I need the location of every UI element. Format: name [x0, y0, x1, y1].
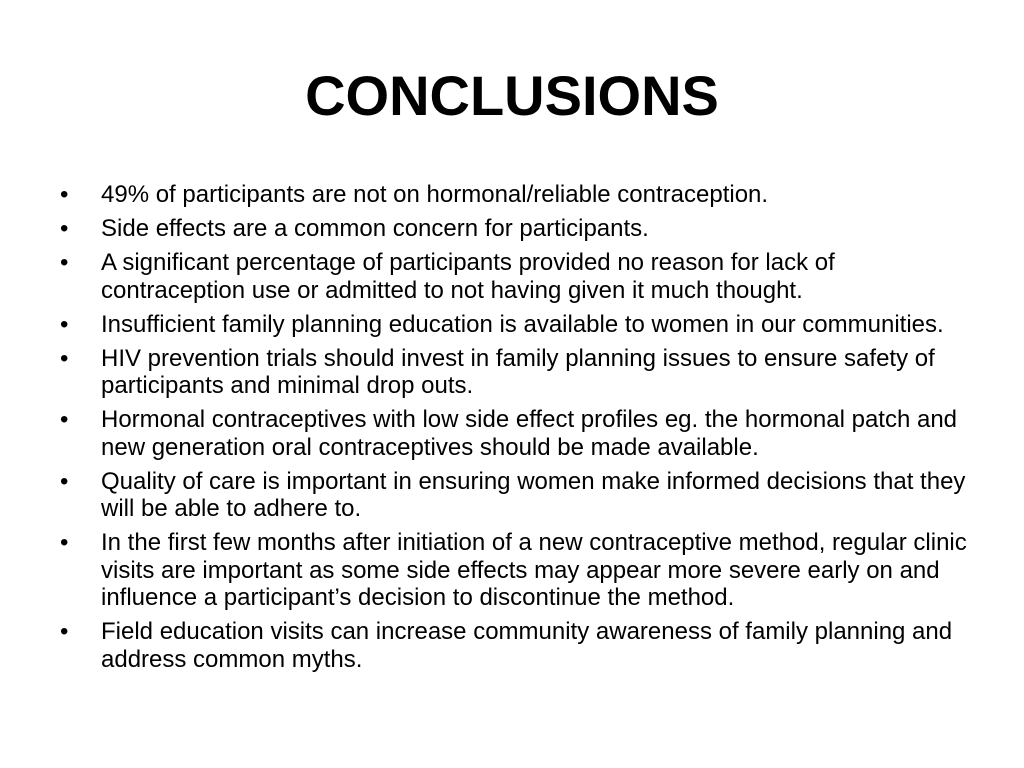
bullet-item — [60, 181, 980, 209]
bullet-text: Side effects are a common concern for participants. — [101, 215, 649, 242]
bullet-item — [60, 215, 980, 243]
bullet-item — [60, 618, 980, 673]
bullet-text: A significant percentage of participants provided no reason for lack of contraception use or admitted to not having given it much thought. — [101, 249, 835, 304]
bullet-icon: • — [60, 310, 69, 338]
bullet-item — [60, 529, 980, 612]
bullet-item — [60, 345, 980, 400]
bullet-text: Field education visits can increase community awareness of family planning and address common myths. — [101, 618, 953, 673]
bullet-item — [60, 249, 980, 304]
bullet-text: In the first few months after initiation of a new contraceptive method, regular clinic visits are important as some side effects may appear more severe early on and influence a participant’s decision to discontinue the method. — [101, 529, 967, 611]
bullet-text: 49% of participants are not on hormonal/reliable contraception. — [101, 181, 769, 208]
bullet-text: Insufficient family planning education is available to women in our communities. — [101, 310, 944, 338]
bullet-text: Quality of care is important in ensuring women make informed decisions that they will be able to adhere to. — [101, 467, 966, 522]
bullet-icon: • — [60, 249, 69, 276]
bullet-icon: • — [60, 215, 69, 242]
bullet-icon: • — [60, 618, 69, 645]
bullet-item — [60, 468, 980, 523]
bullet-icon: • — [60, 529, 69, 556]
bullet-text: HIV prevention trials should invest in family planning issues to ensure safety of participants and minimal drop outs. — [101, 344, 935, 399]
bullet-icon: • — [60, 467, 69, 495]
slide-title: CONCLUSIONS — [305, 64, 719, 127]
bullet-text: Hormonal contraceptives with low side effect profiles eg. the hormonal patch and new generation oral contraceptives should be made available. — [101, 406, 958, 461]
bullet-list — [60, 181, 980, 680]
bullet-icon: • — [60, 181, 69, 208]
bullet-icon: • — [60, 406, 69, 433]
bullet-icon: • — [60, 344, 69, 372]
bullet-item — [60, 406, 980, 461]
bullet-item — [60, 311, 980, 339]
